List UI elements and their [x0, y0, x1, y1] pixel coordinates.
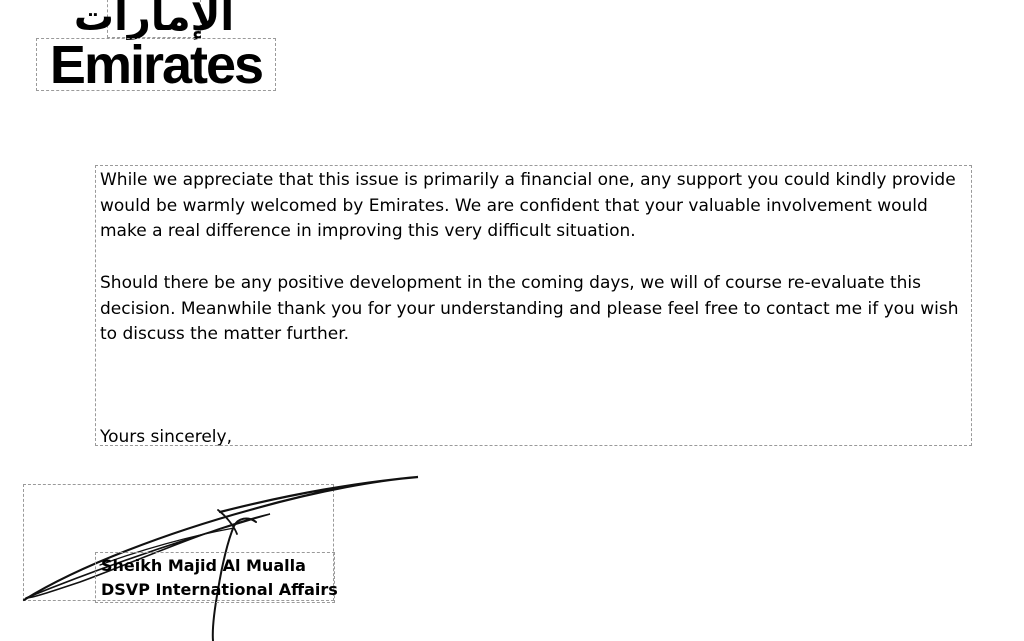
letter-body [95, 165, 972, 446]
signatory-block [95, 552, 338, 603]
letter-paragraph: Should there be any positive development in the coming days, we will of course re-evaluate this decision. Meanwhile thank you for your understanding and please feel free to contact me if you wish to discuss the matter further. [100, 272, 959, 345]
emirates-arabic-logo-text: الإمارات [73, 0, 235, 40]
emirates-logo-text: Emirates [49, 34, 263, 95]
signatory-name: Sheikh Majid Al Mualla [101, 556, 306, 575]
letter-closing: Yours sincerely, [100, 426, 232, 447]
emirates-arabic-logo [73, 0, 235, 40]
letter-paragraph: While we appreciate that this issue is primarily a financial one, any support you could kindly provide would be warmly welcomed by Emirates. We are confident that your valuable involvement would make a real difference in improving this very difficult situation. [100, 170, 956, 242]
closing-spacer [100, 348, 967, 425]
emirates-logo [36, 34, 276, 95]
paragraph-spacer [100, 245, 967, 271]
signatory-title: DSVP International Affairs [101, 580, 338, 599]
